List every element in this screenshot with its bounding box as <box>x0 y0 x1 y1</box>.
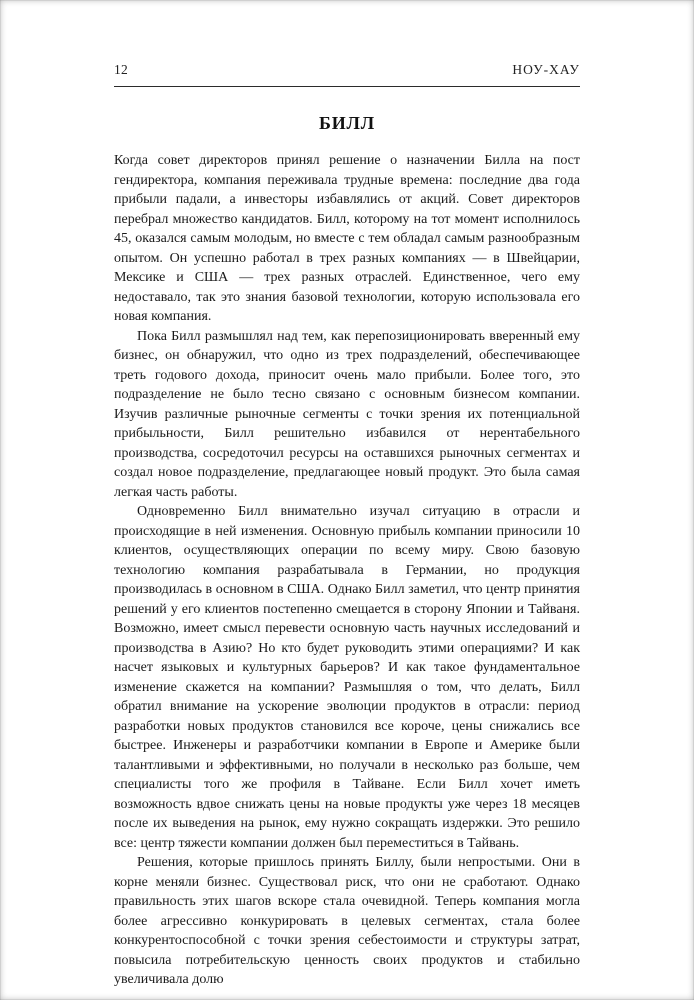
page-number: 12 <box>114 62 129 77</box>
paragraph: Пока Билл размышлял над тем, как перепозиционировать вверенный ему бизнес, он обнаружил, что одно из трех подразделений, обеспечивающее треть годового дохода, приносит очень мало прибыли. Более того, это подразделение не было тесно связано с основным бизнесом компании. Изучив различные рыночные сегменты с точки зрения их потенциальной прибыльности, Билл решительно избавился от нерентабельного производства, сосредоточил ресурсы на оставшихся рыночных сегментах и создал новое подразделение, предлагающее новый продукт. Это была самая легкая часть работы. <box>114 328 580 500</box>
paragraph: Решения, которые пришлось принять Биллу, были непростыми. Они в корне меняли бизнес. Существовал риск, что они не сработают. Однако правильность этих шагов вскоре стала очевидной. Теперь компания могла более агрессивно конкурировать в целевых сегментах, стала более конкурентоспособной с точки зрения себестоимости и структуры затрат, повысила потребительскую ценность своих продуктов и стабильно увеличивала долю <box>114 855 580 987</box>
chapter-title: БИЛЛ <box>319 113 375 133</box>
body-text <box>114 151 580 990</box>
running-header <box>114 62 580 87</box>
paragraph: Когда совет директоров принял решение о назначении Билла на пост гендиректора, компания переживала трудные времена: последние два года прибыли падали, а инвесторы избавлялись от акций. Совет директоров перебрал множество кандидатов. Билл, которому на тот момент исполнилось 45, оказался самым молодым, но вместе с тем обладал самым разнообразным опытом. Он успешно работал в трех разных компаниях — в Швейцарии, Мексике и США — трех разных отраслей. Единственное, чего ему недоставало, так это знания базовой технологии, которую использовала его новая компания. <box>114 153 580 324</box>
paragraph: Одновременно Билл внимательно изучал ситуацию в отрасли и происходящие в ней изменения. Основную прибыль компании приносили 10 клиентов, осуществляющих операции по всему миру. Свою базовую технологию компания разрабатывала в Германии, но продукция производилась в основном в США. Однако Билл заметил, что центр принятия решений у его клиентов постепенно смещается в сторону Японии и Тайваня. Возможно, имеет смысл перевести основную часть научных исследований и производства в Азию? Но кто будет руководить этими операциями? И как насчет языковых и культурных барьеров? И как такое фундаментальное изменение скажется на компании? Размышляя о том, что делать, Билл обратил внимание на ускорение эволюции продуктов в отрасли: период разработки новых продуктов становился все короче, цены снижались все быстрее. Инженеры и разработчики компании в Европе и Америке были талантливыми и эффективными, но получали в несколько раз больше, чем специалисты того же профиля в Тайване. Если Билл хочет иметь возможность вдвое снижать цены на новые продукты уже через 18 месяцев после их выведения на рынок, ему нужно сокращать издержки. Это решило все: центр тяжести компании должен был переместиться в Тайвань. <box>114 504 580 851</box>
page-content <box>114 62 580 990</box>
running-head-title: НОУ-ХАУ <box>512 62 580 77</box>
